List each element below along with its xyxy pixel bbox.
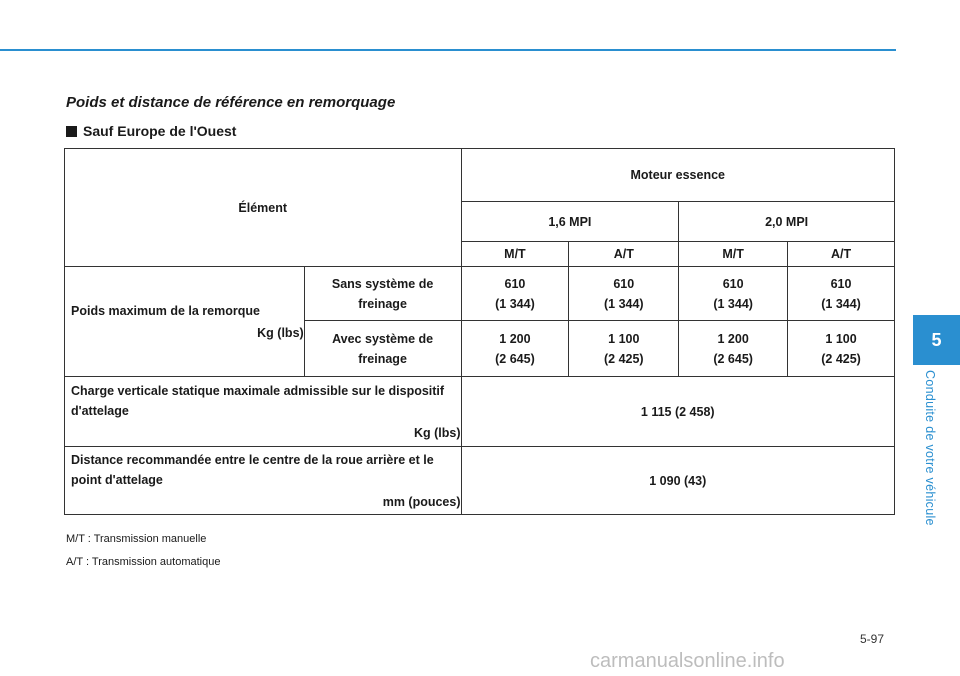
transmission-header: A/T xyxy=(569,242,679,267)
subsection-title-text: Sauf Europe de l'Ouest xyxy=(83,123,237,139)
chapter-tab: 5 xyxy=(913,315,960,365)
value-sub: (1 344) xyxy=(821,296,861,311)
value-main: 610 xyxy=(504,276,526,291)
with-brake-value xyxy=(461,321,569,377)
trailer-weight-label xyxy=(65,267,305,377)
footnotes xyxy=(66,528,220,574)
value-main: 1 200 xyxy=(717,331,749,346)
value-sub: (2 425) xyxy=(821,351,861,366)
no-brake-value xyxy=(788,267,895,321)
value-sub: (2 645) xyxy=(713,351,753,366)
with-brake-value xyxy=(569,321,679,377)
watermark: carmanualsonline.info xyxy=(590,650,785,672)
transmission-header: M/T xyxy=(461,242,569,267)
with-brake-value xyxy=(679,321,788,377)
table-row xyxy=(65,267,895,321)
square-bullet-icon xyxy=(66,126,77,137)
with-brake-value xyxy=(788,321,895,377)
distance-label xyxy=(65,447,462,515)
chapter-title: Conduite de votre véhicule xyxy=(923,370,937,526)
engine-header: Moteur essence xyxy=(461,149,895,202)
value-main: 610 xyxy=(613,276,635,291)
vertical-load-label xyxy=(65,377,462,447)
top-rule xyxy=(0,49,896,51)
trailer-weight-text: Poids maximum de la remorque xyxy=(71,303,260,318)
no-brake-value xyxy=(679,267,788,321)
value-sub: (1 344) xyxy=(495,296,535,311)
value-main: 1 100 xyxy=(608,331,640,346)
with-brake-label: Avec système de freinage xyxy=(304,321,461,377)
footnote-at: A/T : Transmission automatique xyxy=(66,556,221,568)
table-row xyxy=(65,447,895,515)
transmission-header: M/T xyxy=(679,242,788,267)
table-row xyxy=(65,149,895,202)
section-title: Poids et distance de référence en remorquage xyxy=(66,94,396,111)
page-number: 5-97 xyxy=(860,632,885,646)
value-main: 1 100 xyxy=(825,331,857,346)
subsection-title xyxy=(66,123,236,139)
value-main: 610 xyxy=(830,276,852,291)
vertical-load-unit: Kg (lbs) xyxy=(413,425,461,440)
distance-text: Distance recommandée entre le centre de la roue arrière et le point d'attelage xyxy=(71,452,434,487)
value-main: 1 200 xyxy=(499,331,531,346)
trailer-weight-unit: Kg (lbs) xyxy=(257,325,304,340)
footnote-mt: M/T : Transmission manuelle xyxy=(66,533,207,545)
value-sub: (1 344) xyxy=(713,296,753,311)
transmission-header: A/T xyxy=(788,242,895,267)
towing-spec-table xyxy=(64,148,895,515)
value-sub: (2 645) xyxy=(495,351,535,366)
no-brake-label: Sans système de freinage xyxy=(304,267,461,321)
distance-value: 1 090 (43) xyxy=(461,447,895,515)
vertical-load-value: 1 115 (2 458) xyxy=(461,377,895,447)
element-header: Élément xyxy=(65,149,462,267)
vertical-load-text: Charge verticale statique maximale admissible sur le dispositif d'attelage xyxy=(71,383,445,418)
distance-unit: mm (pouces) xyxy=(382,494,461,509)
engine-1-6-mpi: 1,6 MPI xyxy=(461,202,679,242)
value-main: 610 xyxy=(722,276,744,291)
value-sub: (1 344) xyxy=(603,296,644,311)
engine-2-0-mpi: 2,0 MPI xyxy=(679,202,895,242)
no-brake-value xyxy=(461,267,569,321)
no-brake-value xyxy=(569,267,679,321)
value-sub: (2 425) xyxy=(603,351,644,366)
table-row xyxy=(65,377,895,447)
